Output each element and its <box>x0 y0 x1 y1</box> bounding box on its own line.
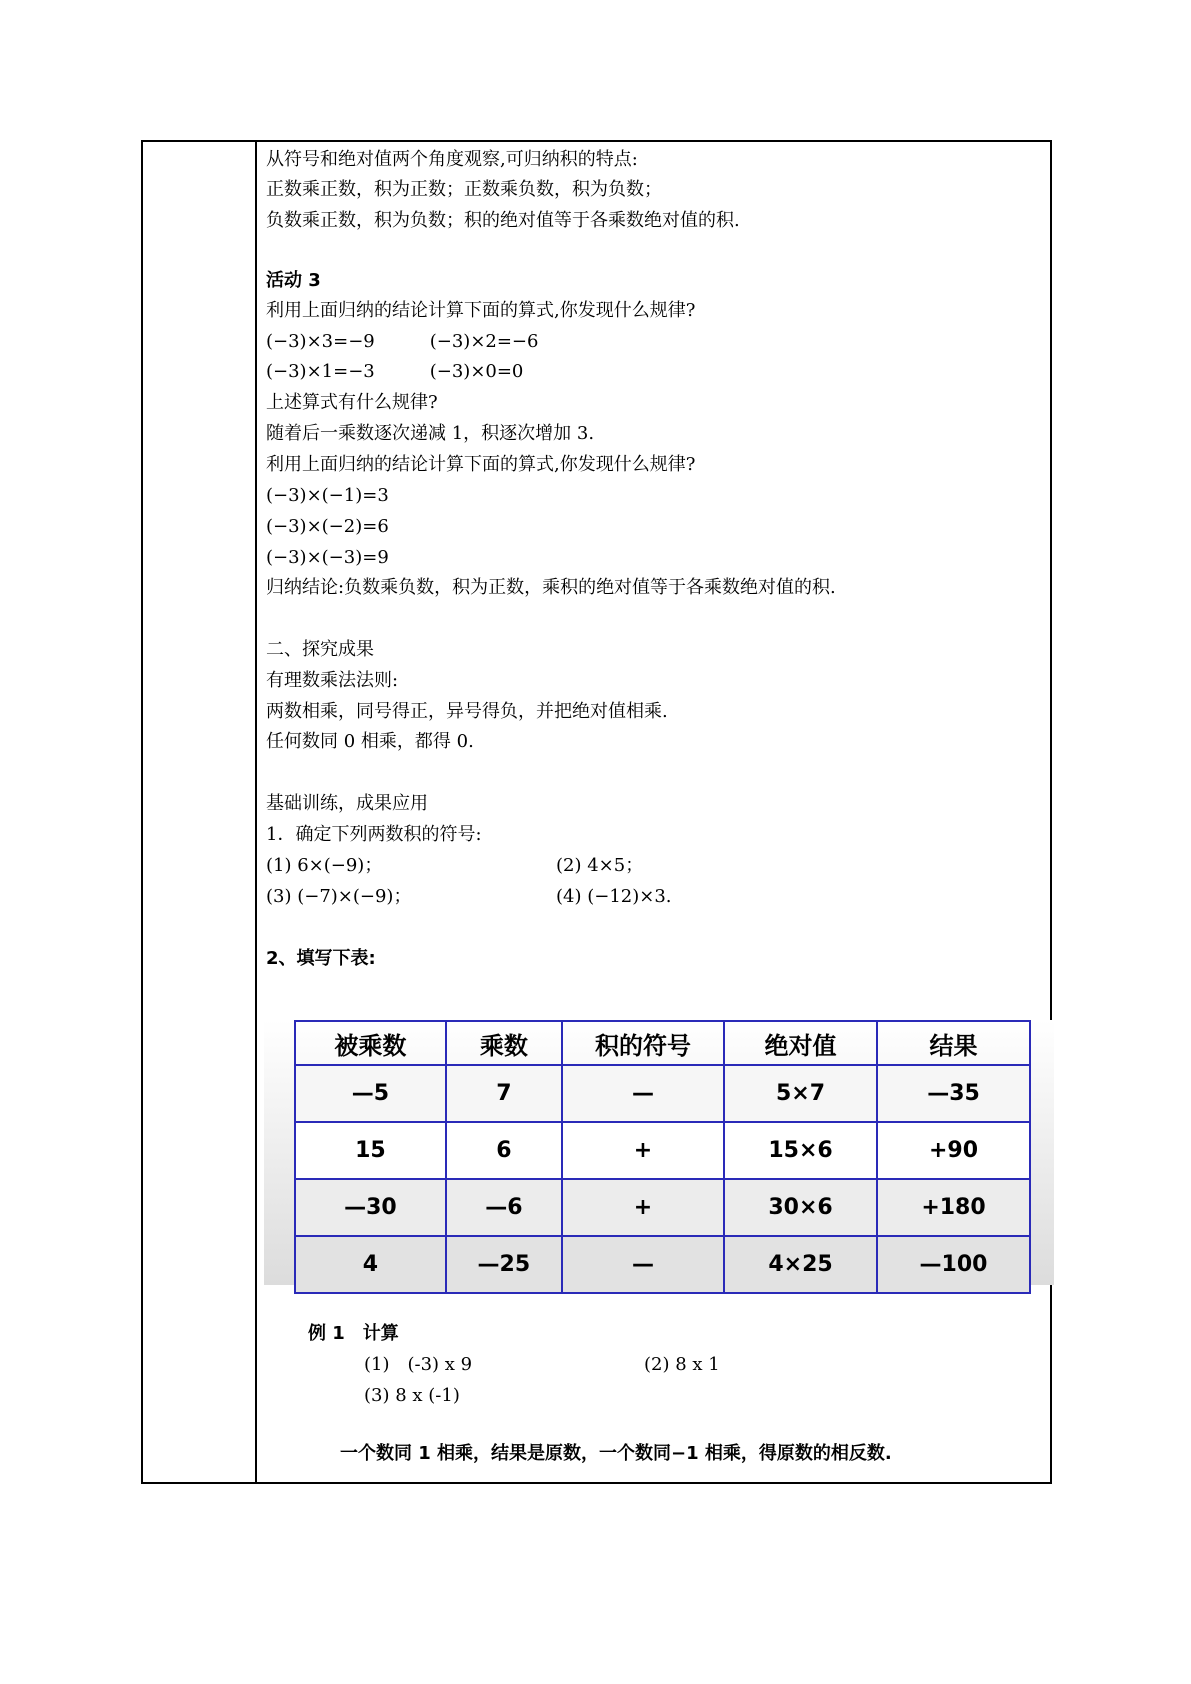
practice-heading: 基础训练，成果应用 <box>266 793 428 814</box>
rule-text: 两数相乘，同号得正，异号得负，并把绝对值相乘. <box>266 701 668 722</box>
equation-row <box>266 330 538 354</box>
activity-heading: 活动 3 <box>266 270 321 291</box>
question-text: 1．确定下列两数积的符号: <box>266 824 482 845</box>
table-header: 乘数 <box>446 1021 562 1065</box>
table-cell: —5 <box>295 1065 446 1122</box>
table-cell: —6 <box>446 1179 562 1236</box>
multiplication-table <box>294 1020 1031 1294</box>
table-cell: +90 <box>877 1122 1030 1179</box>
question-text: 利用上面归纳的结论计算下面的算式,你发现什么规律? <box>266 300 696 321</box>
table-row <box>295 1065 1030 1122</box>
exercise-item: (2) 4×5； <box>556 855 644 876</box>
equation: (−3)×(−1)=3 <box>266 485 389 506</box>
table-cell: 6 <box>446 1122 562 1179</box>
table-cell: — <box>562 1236 724 1293</box>
table-cell: 15×6 <box>724 1122 877 1179</box>
summary-text: 一个数同 1 相乘，结果是原数，一个数同−1 相乘，得原数的相反数. <box>340 1443 892 1464</box>
exercise-row <box>266 854 643 878</box>
table-image <box>264 1020 1054 1285</box>
equation: (−3)×0=0 <box>429 361 524 382</box>
table-row <box>295 1236 1030 1293</box>
table-cell: 4 <box>295 1236 446 1293</box>
equation: (−3)×1=−3 <box>266 361 375 382</box>
question-text: 上述算式有什么规律? <box>266 392 438 413</box>
exercise-item: (3) (−7)×(−9)； <box>266 886 412 907</box>
question-text: 2、填写下表: <box>266 948 376 969</box>
equation: (−3)×3=−9 <box>266 331 375 352</box>
table-cell: 5×7 <box>724 1065 877 1122</box>
table-cell: —30 <box>295 1179 446 1236</box>
table-cell: + <box>562 1122 724 1179</box>
table-cell: —35 <box>877 1065 1030 1122</box>
table-cell: 15 <box>295 1122 446 1179</box>
table-row <box>295 1179 1030 1236</box>
table-header: 结果 <box>877 1021 1030 1065</box>
table-cell: + <box>562 1179 724 1236</box>
equation-row <box>266 360 523 384</box>
exercise-row <box>266 885 672 909</box>
text-line: 从符号和绝对值两个角度观察,可归纳积的特点: <box>266 149 638 170</box>
exercise-item: (1) 6×(−9)； <box>266 855 383 876</box>
equation: (−3)×(−3)=9 <box>266 547 389 568</box>
equation: (−3)×(−2)=6 <box>266 516 389 537</box>
table-cell: 7 <box>446 1065 562 1122</box>
exercise-item: (4) (−12)×3. <box>556 886 672 907</box>
table-header: 绝对值 <box>724 1021 877 1065</box>
section-heading: 二、探究成果 <box>266 639 374 660</box>
example-item: (3) 8 x (-1) <box>364 1385 460 1406</box>
table-cell: +180 <box>877 1179 1030 1236</box>
table-cell: — <box>562 1065 724 1122</box>
example-item: (1) (-3) x 9 <box>364 1354 473 1375</box>
equation: (−3)×2=−6 <box>429 331 539 352</box>
table-header: 被乘数 <box>295 1021 446 1065</box>
table-cell: —100 <box>877 1236 1030 1293</box>
example-item: (2) 8 x 1 <box>644 1354 720 1375</box>
example-row <box>364 1353 720 1377</box>
text-line: 正数乘正数，积为正数；正数乘负数，积为负数； <box>266 179 662 200</box>
table-header: 积的符号 <box>562 1021 724 1065</box>
table-cell: 4×25 <box>724 1236 877 1293</box>
conclusion-text: 归纳结论:负数乘负数，积为正数，乘积的绝对值等于各乘数绝对值的积. <box>266 577 836 598</box>
left-column <box>143 142 257 1482</box>
table-row <box>295 1122 1030 1179</box>
question-text: 利用上面归纳的结论计算下面的算式,你发现什么规律? <box>266 454 696 475</box>
example-heading: 例 1 计算 <box>308 1323 399 1344</box>
answer-text: 随着后一乘数逐次递减 1，积逐次增加 3. <box>266 423 595 444</box>
table-cell: 30×6 <box>724 1179 877 1236</box>
rule-title: 有理数乘法法则: <box>266 670 399 691</box>
rule-text: 任何数同 0 相乘，都得 0. <box>266 731 474 752</box>
text-line: 负数乘正数，积为负数；积的绝对值等于各乘数绝对值的积. <box>266 210 740 231</box>
table-header-row <box>295 1021 1030 1065</box>
table-cell: —25 <box>446 1236 562 1293</box>
